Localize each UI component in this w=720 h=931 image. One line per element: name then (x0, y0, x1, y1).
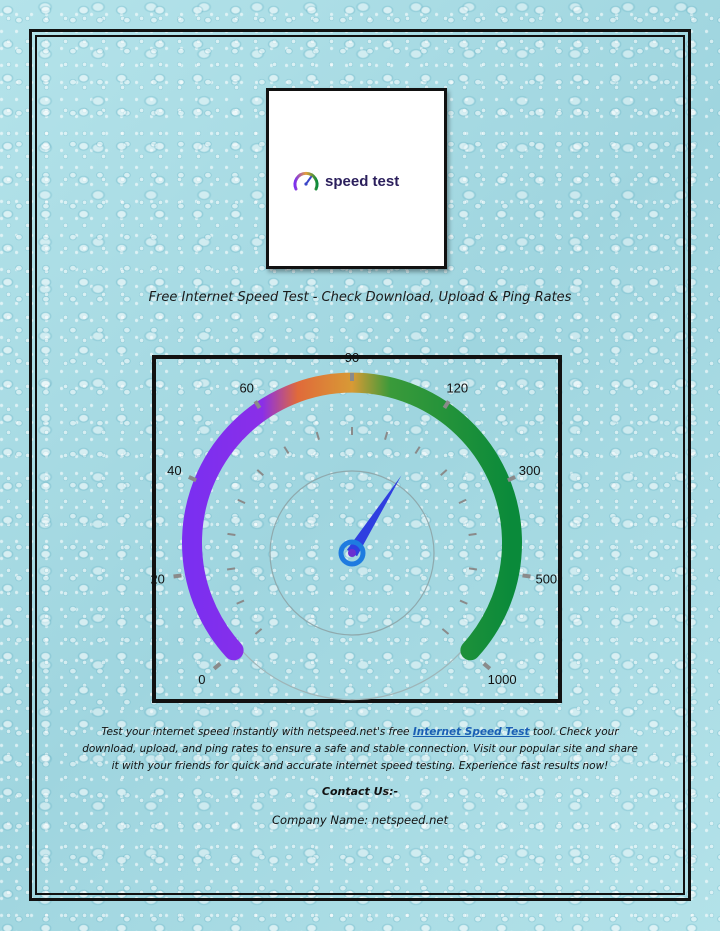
page-headline: Free Internet Speed Test - Check Download, Upload & Ping Rates (148, 290, 572, 305)
outer-ring (234, 641, 470, 700)
major-tick (214, 664, 220, 669)
scale-label: 500 (535, 571, 558, 587)
minor-tick (415, 447, 419, 454)
scale-label: 300 (518, 463, 541, 479)
minor-tick (469, 534, 477, 535)
minor-tick (442, 629, 448, 634)
minor-tick (227, 534, 235, 535)
description-text-after: tool. Check your download, upload, and ping rates to ensure a safe and stable connection. Visit our popular site and share it with your friends for quick and accurate internet speed testing. Experience fast results now! (82, 726, 638, 772)
minor-tick (469, 568, 477, 569)
minor-tick (441, 470, 447, 475)
major-tick (174, 575, 182, 576)
major-tick (484, 664, 490, 669)
description-text-before: Test your internet speed instantly with netspeed.net's free (101, 726, 413, 738)
minor-tick (237, 601, 244, 604)
scale-label: 20 (150, 571, 165, 587)
minor-tick (255, 629, 261, 634)
minor-tick (460, 601, 467, 604)
scale-label: 60 (239, 380, 254, 396)
logo-text: speed test (325, 173, 400, 190)
gauge-ticks (174, 373, 531, 669)
major-tick (523, 575, 531, 576)
speedometer-icon (291, 169, 321, 193)
speedometer-gauge (150, 350, 558, 699)
minor-tick (459, 500, 466, 503)
minor-tick (238, 500, 245, 503)
minor-tick (385, 432, 387, 440)
scale-label: 1000 (487, 671, 517, 687)
scale-label: 0 (198, 671, 206, 687)
scale-label: 90 (344, 350, 360, 365)
contact-heading: Contact Us:- (321, 785, 399, 798)
description-paragraph (80, 724, 640, 775)
speed-gauge-image (150, 350, 562, 703)
minor-tick (227, 568, 235, 569)
minor-tick (284, 447, 288, 454)
minor-tick (257, 470, 263, 475)
company-name: Company Name: netspeed.net (272, 813, 448, 827)
minor-tick (317, 432, 319, 440)
gauge-hub-center (348, 549, 356, 557)
logo-card (266, 88, 447, 269)
internet-speed-test-link[interactable]: Internet Speed Test (412, 726, 530, 738)
scale-label: 120 (446, 380, 469, 396)
gauge-arc (192, 380, 512, 651)
scale-label: 40 (167, 463, 182, 479)
